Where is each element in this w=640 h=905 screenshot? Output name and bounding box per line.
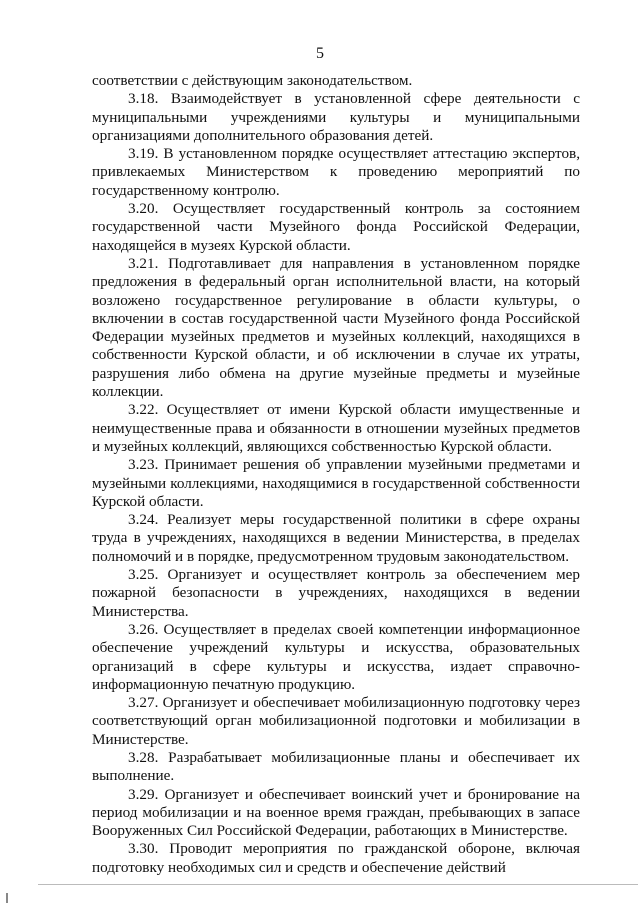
scan-edge-mark xyxy=(6,893,8,903)
document-body xyxy=(92,72,580,877)
paragraph-3-26: 3.26. Осуществляет в пределах своей компетенции информационное обеспечение учреждений культуры и искусства, образовательных организаций в сфере культуры и искусства, издает справочно-информационную печатную продукцию. xyxy=(92,620,580,693)
paragraph-3-20: 3.20. Осуществляет государственный контроль за состоянием государственной части Музейного фонда Российской Федерации, находящейся в музеях Курской области. xyxy=(92,200,580,254)
paragraph-3-27: 3.27. Организует и обеспечивает мобилизационную подготовку через соответствующий орган мобилизационной подготовки и мобилизации в Министерстве. xyxy=(92,694,580,748)
paragraph-continuation: соответствии с действующим законодательством. xyxy=(92,72,413,89)
paragraph-3-21: 3.21. Подготавливает для направления в установленном порядке предложения в федеральный орган исполнительной власти, на который возложено государственное регулирование в области культуры, о включении в состав государственной части Музейного фонда Российской Федерации музейных предметов и музейных коллекций, находящихся в собственности Курской области, и об исключении в случае их утраты, разрушения либо обмена на другие музейные предметы и музейные коллекции. xyxy=(92,254,580,401)
paragraph-3-28: 3.28. Разрабатывает мобилизационные планы и обеспечивает их выполнение. xyxy=(92,748,580,785)
page-number: 5 xyxy=(316,45,324,62)
paragraph-3-29: 3.29. Организует и обеспечивает воинский учет и бронирование на период мобилизации и на военное время граждан, пребывающих в запасе Вооруженных Сил Российской Федерации, работающих в Министерстве. xyxy=(92,785,580,840)
paragraph-3-22: 3.22. Осуществляет от имени Курской области имущественные и неимущественные права и обязанности в отношении музейных предметов и музейных коллекций, являющихся собственностью Курской области. xyxy=(92,401,580,455)
paragraph-3-23: 3.23. Принимает решения об управлении музейными предметами и музейными коллекциями, находящимися в государственной собственности Курской области. xyxy=(92,456,580,510)
paragraph-3-30: 3.30. Проводит мероприятия по гражданской обороне, включая подготовку необходимых сил и средств и обеспечение действий xyxy=(92,840,580,876)
paragraph-3-24: 3.24. Реализует меры государственной политики в сфере охраны труда в учреждениях, находящихся в ведении Министерства, в пределах полномочий и в порядке, предусмотренном трудовым законодательством. xyxy=(92,511,580,565)
paragraph-3-19: 3.19. В установленном порядке осуществляет аттестацию экспертов, привлекаемых Министерством к проведению мероприятий по государственному контролю. xyxy=(92,145,580,199)
scan-bottom-edge xyxy=(38,884,638,885)
paragraph-3-25: 3.25. Организует и осуществляет контроль за обеспечением мер пожарной безопасности в учреждениях, находящихся в ведении Министерства. xyxy=(92,566,580,620)
paragraph-3-18: 3.18. Взаимодействует в установленной сфере деятельности с муниципальными учреждениями культуры и муниципальными организациями дополнительного образования детей. xyxy=(92,90,580,144)
